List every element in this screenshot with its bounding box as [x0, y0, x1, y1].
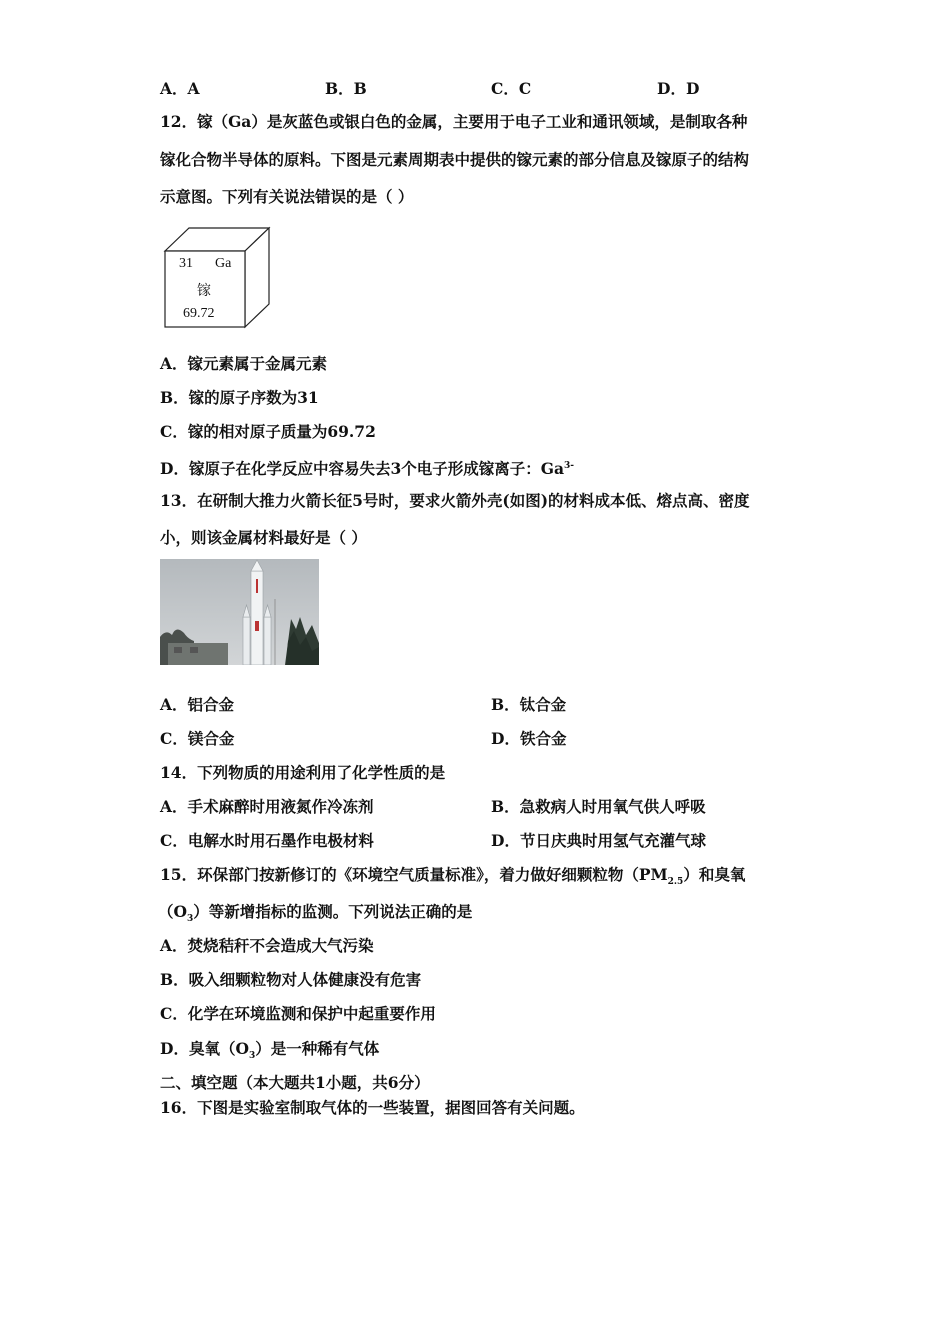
- rocket-photo: [160, 559, 319, 665]
- q15-line2-part2: ）等新增指标的监测。下列说法正确的是: [193, 902, 473, 921]
- q15-option-d-part1: D．臭氧（O: [160, 1039, 249, 1058]
- q15-line1-part2: ）和臭氧: [683, 865, 746, 884]
- q16-stem: 16．下图是实验室制取气体的一些装置，据图回答有关问题。: [160, 1098, 585, 1117]
- q13-option-a: A．铝合金: [160, 695, 235, 714]
- element-card-gallium: [163, 226, 273, 330]
- atomic-number: 31: [179, 256, 193, 271]
- q15-line2-part1: （O: [158, 902, 188, 921]
- q13-option-d: D．铁合金: [491, 729, 567, 748]
- q11-option-a: A．A: [160, 79, 200, 98]
- element-card-figure: [163, 226, 273, 330]
- pm-subscript: 2.5: [667, 877, 684, 888]
- q13-stem-line1: 13．在研制大推力火箭长征5号时，要求火箭外壳(如图)的材料成本低、熔点高、密度: [160, 491, 750, 510]
- q12-option-d-text: D．镓原子在化学反应中容易失去3个电子形成镓离子：Ga: [160, 459, 565, 479]
- q13-stem-line2: 小，则该金属材料最好是（ ）: [160, 528, 367, 547]
- rocket-image: [160, 559, 319, 665]
- q11-option-d: D．D: [657, 79, 700, 98]
- q12-stem-line1: 12．镓（Ga）是灰蓝色或银白色的金属，主要用于电子工业和通讯领域，是制取各种: [160, 112, 748, 131]
- q12-option-a: A．镓元素属于金属元素: [160, 354, 328, 373]
- q12-stem-line3: 示意图。下列有关说法错误的是（ ）: [160, 187, 414, 206]
- ion-charge: 3-: [564, 461, 575, 471]
- q14-option-d: D．节日庆典时用氢气充灌气球: [491, 831, 706, 850]
- q15-line1-part1: 15．环保部门按新修订的《环境空气质量标准》，着力做好细颗粒物（PM: [160, 865, 668, 884]
- q12-option-d: [160, 456, 574, 479]
- q12-option-b: B．镓的原子序数为31: [160, 388, 319, 407]
- q15-stem-line2: [158, 902, 472, 929]
- q14-stem: 14．下列物质的用途利用了化学性质的是: [160, 763, 446, 782]
- q15-stem-line1: [160, 865, 745, 892]
- q15-option-b: B．吸入细颗粒物对人体健康没有危害: [160, 970, 422, 989]
- q14-option-c: C．电解水时用石墨作电极材料: [160, 831, 374, 850]
- q12-stem-line2: 镓化合物半导体的原料。下图是元素周期表中提供的镓元素的部分信息及镓原子的结构: [160, 150, 750, 169]
- q14-option-b: B．急救病人时用氧气供人呼吸: [491, 797, 706, 816]
- q14-option-a: A．手术麻醉时用液氮作冷冻剂: [160, 797, 374, 816]
- atomic-mass: 69.72: [183, 306, 215, 321]
- ozone-subscript-d: 3: [248, 1051, 256, 1062]
- q13-option-c: C．镁合金: [160, 729, 235, 748]
- q15-option-c: C．化学在环境监测和保护中起重要作用: [160, 1004, 436, 1023]
- q15-option-d: [160, 1039, 379, 1066]
- q11-option-b: B．B: [325, 79, 367, 98]
- element-symbol: Ga: [215, 256, 232, 271]
- q15-option-d-part2: ）是一种稀有气体: [255, 1039, 380, 1058]
- q15-option-a: A．焚烧秸秆不会造成大气污染: [160, 936, 374, 955]
- q13-option-b: B．钛合金: [491, 695, 567, 714]
- section-heading: 二、填空题（本大题共1小题，共6分）: [160, 1073, 430, 1092]
- element-name: 镓: [197, 283, 211, 299]
- ozone-subscript: 3: [187, 914, 194, 925]
- q12-option-c: C．镓的相对原子质量为69.72: [160, 422, 376, 441]
- q11-option-c: C．C: [491, 79, 532, 98]
